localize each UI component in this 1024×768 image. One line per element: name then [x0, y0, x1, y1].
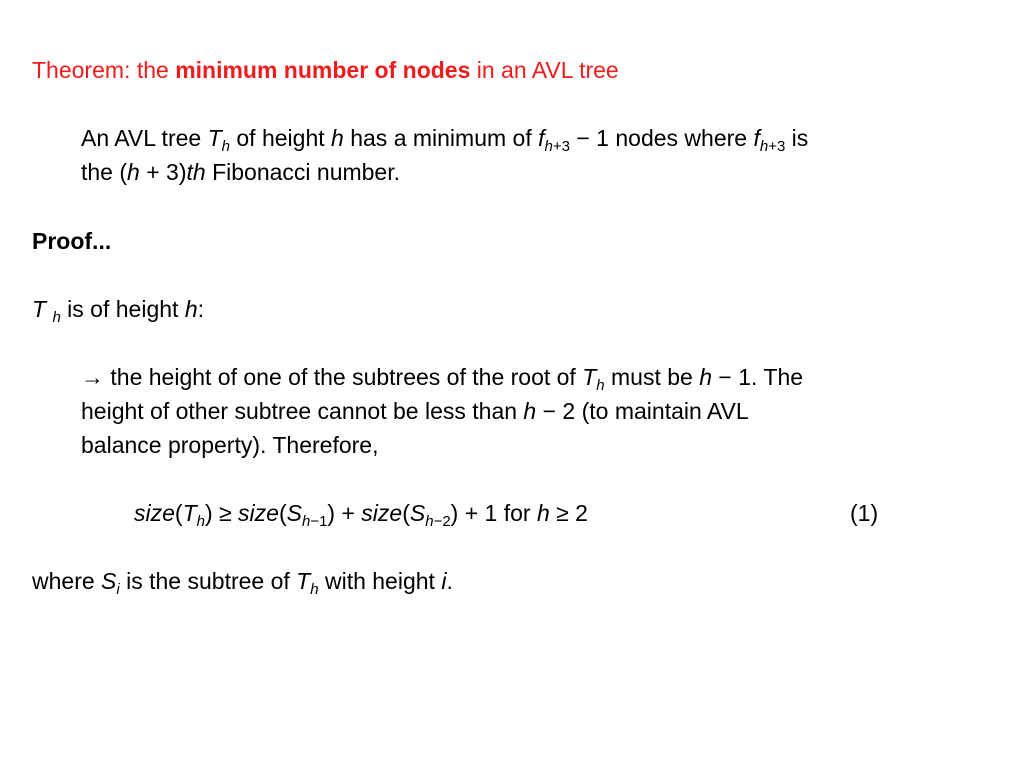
sub-h: h: [425, 513, 434, 530]
text: the (: [81, 159, 128, 185]
text: must be: [604, 364, 700, 390]
theorem-bold: minimum number of nodes: [175, 57, 471, 83]
text-th: th: [186, 159, 206, 185]
var-T: T: [296, 568, 311, 594]
sub-plus3: +3: [552, 138, 570, 155]
sub-minus2: −2: [433, 513, 451, 530]
text: of height: [230, 125, 332, 151]
sub-h: h: [52, 309, 61, 326]
sub-h: h: [196, 513, 205, 530]
text: is of height: [60, 296, 185, 322]
sub-h: h: [310, 581, 319, 598]
var-f: f: [753, 125, 760, 151]
proof-label: Proof...: [32, 228, 112, 254]
text: is: [785, 125, 809, 151]
var-i: i: [441, 568, 447, 594]
var-S: S: [101, 568, 117, 594]
text: An AVL tree: [81, 125, 208, 151]
text: + 3): [139, 159, 187, 185]
text: ) +: [327, 500, 362, 526]
text: (: [278, 500, 287, 526]
var-T: T: [32, 296, 47, 322]
sub-h-plus-3: [545, 138, 570, 155]
text: is the subtree of: [119, 568, 297, 594]
var-h: h: [184, 296, 198, 322]
equation-number: (1): [850, 500, 879, 526]
statement-line-2: [81, 157, 400, 187]
var-S: S: [286, 500, 302, 526]
text: − 2 (to maintain AVL: [536, 398, 749, 424]
text: has a minimum of: [343, 125, 539, 151]
height-line: [32, 294, 204, 324]
theorem-suffix: in an AVL tree: [470, 57, 619, 83]
text: (: [402, 500, 410, 526]
arrow-para-line-1: [81, 362, 803, 392]
var-h: h: [523, 398, 537, 424]
var-f: f: [538, 125, 545, 151]
where-line: [32, 566, 453, 596]
text: − 1 nodes where: [569, 125, 754, 151]
var-h: h: [699, 364, 713, 390]
theorem-title: [32, 55, 619, 85]
text: :: [197, 296, 205, 322]
sub-i: i: [116, 581, 120, 598]
text: where: [32, 568, 102, 594]
fn-size: size: [361, 500, 403, 526]
var-T: T: [582, 364, 597, 390]
text: (: [174, 500, 183, 526]
theorem-prefix: Theorem: the: [32, 57, 176, 83]
sub-h: h: [596, 377, 605, 394]
sub-minus1: −1: [310, 513, 328, 530]
sub-h: h: [301, 513, 311, 530]
text: − 1. The: [712, 364, 804, 390]
sub-h-plus-3: [760, 138, 785, 155]
fn-size: size: [238, 500, 279, 526]
arrow-icon: →: [81, 364, 104, 390]
sub-plus3: +3: [768, 138, 786, 155]
sub-h: h: [221, 138, 230, 155]
sub-h-minus-1: [302, 513, 327, 530]
text: ) + 1 for: [450, 500, 537, 526]
equation: [134, 498, 588, 528]
sub-h: h: [759, 138, 769, 155]
statement-line-1: [81, 123, 808, 153]
var-S: S: [409, 500, 426, 526]
var-T: T: [182, 500, 197, 526]
arrow-para-line-3: balance property). Therefore,: [81, 432, 379, 458]
fn-size: size: [134, 500, 175, 526]
arrow-para-line-2: [81, 396, 749, 426]
var-h: h: [127, 159, 140, 185]
text: with height: [318, 568, 442, 594]
text: ≥ 2: [549, 500, 588, 526]
text: ) ≥: [204, 500, 239, 526]
text: Fibonacci number.: [205, 159, 401, 185]
text: the height of one of the subtrees of the root of: [104, 364, 583, 390]
var-h: h: [536, 500, 550, 526]
var-h: h: [331, 125, 344, 151]
var-T: T: [207, 125, 222, 151]
sub-h: h: [544, 138, 553, 155]
text: .: [446, 568, 453, 594]
text: height of other subtree cannot be less than: [81, 398, 524, 424]
sub-h-minus-2: [425, 513, 450, 530]
